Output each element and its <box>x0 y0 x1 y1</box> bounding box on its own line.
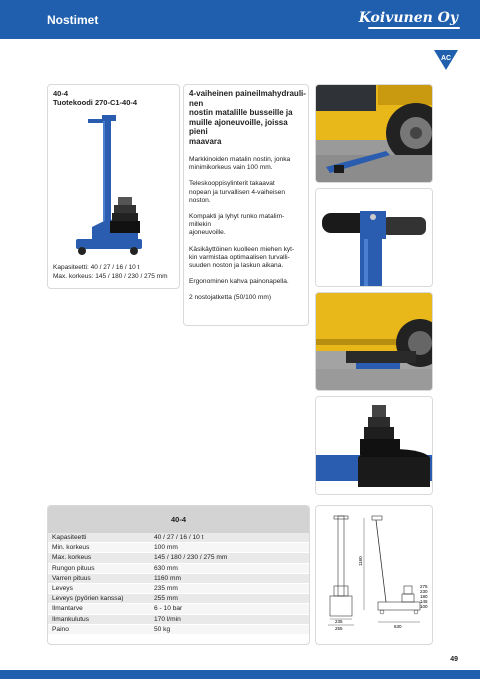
table-row <box>48 543 309 553</box>
paragraph-telescopic: Teleskooppisylinterit takaavat nopean ja turvallisen 4-vaiheisen noston. <box>189 180 286 204</box>
description-card <box>183 84 309 326</box>
row-value: 630 mm <box>150 563 309 573</box>
heading-line: 4-vaiheinen paineilmahydrauli- <box>189 89 306 98</box>
paragraph-extensions: 2 nostojatketta (50/100 mm) <box>189 294 272 302</box>
dim-255: 255 <box>335 626 343 631</box>
capacity-spec: Kapasiteetti: 40 / 27 / 16 / 10 t <box>53 264 140 271</box>
table-row <box>48 583 309 593</box>
table-row <box>48 614 309 624</box>
row-label: Ilmankulutus <box>48 614 150 624</box>
ac-badge-label: AC <box>440 55 452 62</box>
description-heading <box>189 89 307 147</box>
row-label: Ilmantarve <box>48 604 150 614</box>
row-value: 235 mm <box>150 583 309 593</box>
row-label: Max. korkeus <box>48 553 150 563</box>
row-label: Min. korkeus <box>48 543 150 553</box>
row-label: Leveys <box>48 583 150 593</box>
row-value: 50 kg <box>150 624 309 634</box>
photo-bus-side <box>315 292 433 391</box>
company-logo: Koivunen Oy <box>358 10 458 26</box>
dim-230: 230 <box>420 589 428 594</box>
lift-product-image <box>48 107 179 267</box>
product-code-block <box>53 89 137 107</box>
table-row <box>48 624 309 634</box>
heading-line: nen <box>189 98 204 108</box>
product-card <box>47 84 180 289</box>
dim-180: 180 <box>420 594 428 599</box>
row-label: Rungon pituus <box>48 563 150 573</box>
spec-table-title: 40-4 <box>170 515 186 524</box>
row-value: 170 l/min <box>150 614 309 624</box>
table-row <box>48 563 309 573</box>
page-number: 49 <box>450 656 458 663</box>
handle-photo <box>316 189 432 286</box>
product-number: Tuotekoodi 270-C1-40-4 <box>53 98 138 107</box>
dim-630: 630 <box>394 624 402 629</box>
dim-275: 275 <box>420 584 428 589</box>
row-label: Paino <box>48 624 150 634</box>
table-row <box>48 533 309 543</box>
table-row <box>48 594 309 604</box>
ac-badge-icon <box>434 50 458 70</box>
row-value: 6 - 10 bar <box>150 604 309 614</box>
row-label: Leveys (pyörien kanssa) <box>48 594 150 604</box>
spec-table-card <box>47 505 310 645</box>
dim-145: 145 <box>420 599 428 604</box>
paragraph-min-height: Markkinoiden matalin nostin, jonka minimikorkeus vain 100 mm. <box>189 156 291 172</box>
table-row <box>48 573 309 583</box>
product-specs <box>53 264 168 281</box>
photo-handle <box>315 188 433 287</box>
heading-line: muille ajoneuvoille, joissa pieni <box>189 117 288 137</box>
row-value: 100 mm <box>150 543 309 553</box>
dim-235: 235 <box>335 619 343 624</box>
photo-cylinder <box>315 396 433 495</box>
bus-wheel-photo <box>316 85 432 182</box>
dim-1160: 1160 <box>358 556 363 566</box>
photo-bus-wheel <box>315 84 433 183</box>
spec-table <box>48 533 309 635</box>
logo-swoosh <box>368 27 460 29</box>
model-code: 40-4 <box>53 89 69 98</box>
technical-drawing-card <box>315 505 433 645</box>
table-row <box>48 604 309 614</box>
section-title: Nostimet <box>47 13 99 27</box>
max-height-spec: Max. korkeus: 145 / 180 / 230 / 275 mm <box>53 272 168 280</box>
heading-line: nostin matalille busseille ja <box>189 108 293 118</box>
row-label: Varren pituus <box>48 573 150 583</box>
spec-table-header <box>48 506 309 533</box>
paragraph-compact: Kompakti ja lyhyt runko matalim- millekin ajoneuvoille. <box>189 213 285 237</box>
table-row <box>48 553 309 563</box>
bus-side-photo <box>316 293 432 390</box>
row-label: Kapasiteetti <box>48 533 150 543</box>
row-value: 145 / 180 / 230 / 275 mm <box>150 553 309 563</box>
paragraph-deadman: Käsikäyttöinen kuolleen miehen kyt- kin varmistaa optimaalisen turvalli- suuden noston ja laskun aikana. <box>189 245 295 270</box>
row-value: 1160 mm <box>150 573 309 583</box>
row-value: 40 / 27 / 16 / 10 t <box>150 533 309 543</box>
row-value: 255 mm <box>150 594 309 604</box>
heading-line: maavara <box>189 136 222 146</box>
dim-100: 100 <box>420 604 428 609</box>
page-footer-bar <box>0 670 480 679</box>
paragraph-handle: Ergonominen kahva painonapella. <box>189 278 289 286</box>
cylinder-photo <box>316 397 432 494</box>
technical-drawing <box>316 506 432 644</box>
description-body <box>189 156 307 311</box>
page-header <box>0 0 480 39</box>
